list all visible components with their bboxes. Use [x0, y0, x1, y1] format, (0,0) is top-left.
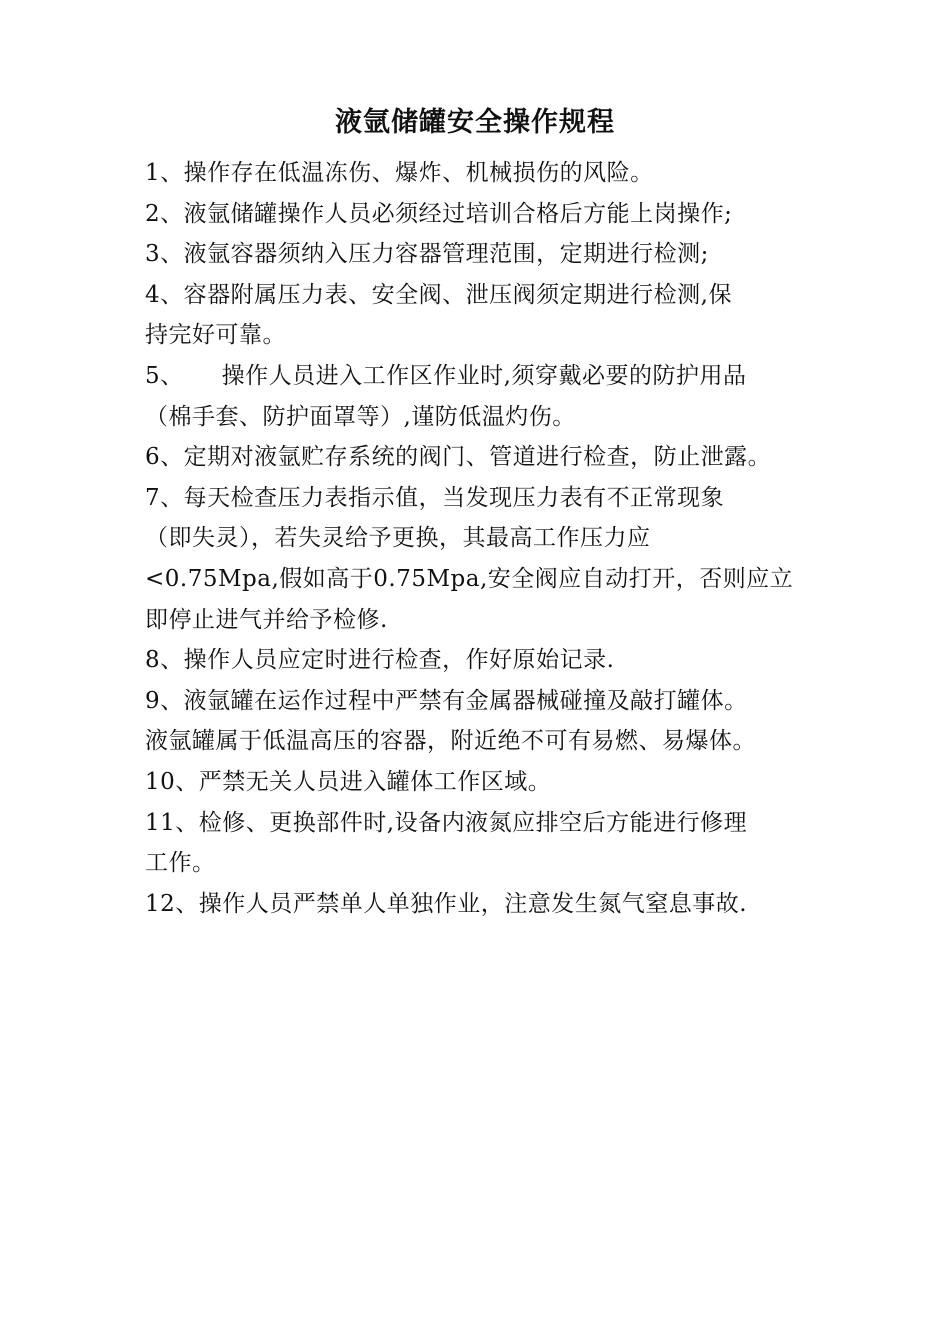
text-line-16: 10、严禁无关人员进入罐体工作区域。 [145, 768, 552, 795]
text-line-8: 6、定期对液氩贮存系统的阀门、管道进行检查，防止泄露。 [145, 444, 772, 471]
text-line-9: 7、每天检查压力表指示值，当发现压力表有不正常现象 [145, 484, 725, 511]
text-line-19: 12、操作人员严禁单人单独作业，注意发生氮气窒息事故. [145, 890, 748, 917]
text-line-11: <0.75Mpa,假如高于0.75Mpa,安全阀应自动打开，否则应立 [145, 565, 794, 592]
text-line-14: 9、液氩罐在运作过程中严禁有金属器械碰撞及敲打罐体。 [145, 687, 748, 714]
document-body [145, 153, 835, 924]
text-line-12: 即停止进气并给予检修. [145, 606, 388, 633]
text-line-13: 8、操作人员应定时进行检查，作好原始记录. [145, 647, 615, 674]
text-line-3: 3、液氩容器须纳入压力容器管理范围，定期进行检测; [145, 241, 709, 268]
text-line-2: 2、液氩储罐操作人员必须经过培训合格后方能上岗操作; [145, 200, 733, 227]
document-title: 液氩储罐安全操作规程 [335, 107, 615, 138]
text-line-18: 工作。 [145, 850, 216, 877]
text-line-17: 11、检修、更换部件时,设备内液氮应排空后方能进行修理 [145, 809, 748, 836]
item-5-number: 5、 [145, 362, 184, 389]
text-line-10: （即失灵），若失灵给予更换，其最高工作压力应 [145, 525, 651, 552]
item-5-text: 操作人员进入工作区作业时,须穿戴必要的防护用品 [221, 362, 747, 389]
text-line-7: （棉手套、防护面罩等）,谨防低温灼伤。 [145, 403, 576, 430]
text-line-15: 液氩罐属于低温高压的容器，附近绝不可有易燃、易爆体。 [145, 728, 756, 755]
text-line-4: 4、容器附属压力表、安全阀、泄压阀须定期进行检测,保 [145, 281, 732, 308]
text-line-5: 持完好可靠。 [145, 322, 286, 349]
text-line-6 [145, 356, 835, 397]
text-line-1: 1、操作存在低温冻伤、爆炸、机械损伤的风险。 [145, 160, 654, 186]
